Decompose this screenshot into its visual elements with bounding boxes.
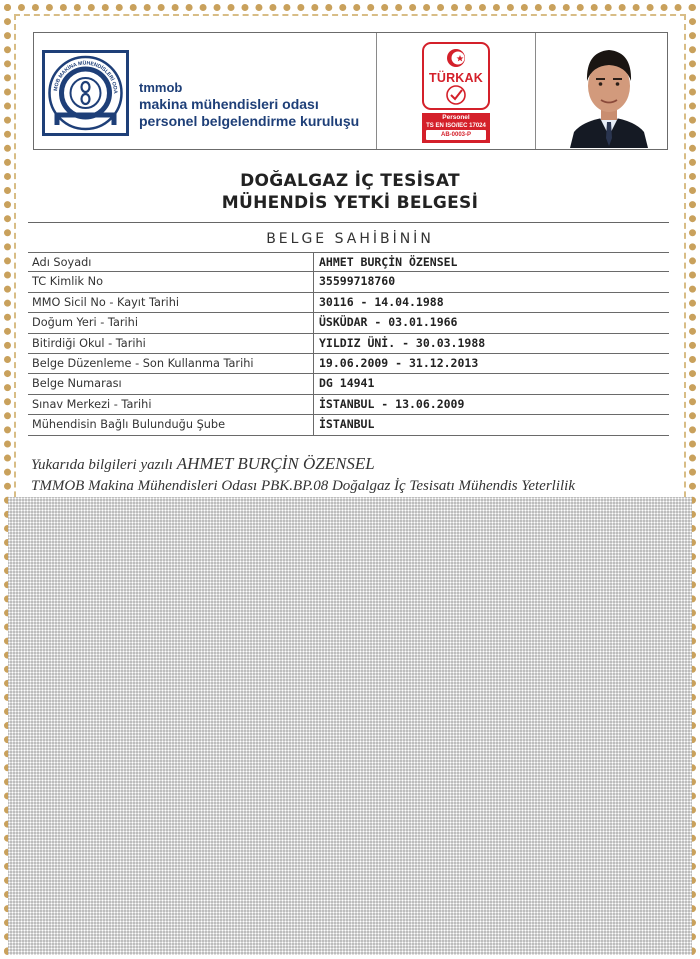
holder-info-table [28, 252, 669, 436]
table-row [28, 272, 669, 292]
turkak-brand: TÜRKAK [429, 71, 483, 85]
certificate-header [33, 32, 668, 150]
field-value: YILDIZ ÜNİ. - 30.03.1988 [319, 335, 486, 350]
column-separator [313, 415, 314, 434]
table-row [28, 354, 669, 374]
title-rule [28, 222, 669, 223]
header-divider-photo [535, 33, 536, 149]
field-value: ÜSKÜDAR - 03.01.1966 [319, 315, 458, 330]
statement-prefix: Yukarıda bilgileri yazılı [31, 457, 173, 473]
field-label: Adı Soyadı [32, 256, 92, 269]
field-label: Sınav Merkezi - Tarihi [32, 397, 152, 411]
field-value: AHMET BURÇİN ÖZENSEL [319, 255, 458, 269]
table-row [28, 293, 669, 313]
table-row [28, 252, 669, 272]
field-label: Belge Düzenleme - Son Kullanma Tarihi [32, 356, 254, 370]
column-separator [313, 334, 314, 353]
column-separator [313, 354, 314, 373]
header-divider [376, 33, 377, 149]
field-label: Mühendisin Bağlı Bulunduğu Şube [32, 418, 226, 432]
mmo-emblem-icon [45, 53, 126, 133]
table-row [28, 313, 669, 333]
field-value: İSTANBUL - 13.06.2009 [319, 396, 465, 411]
field-label: MMO Sicil No - Kayıt Tarihi [32, 295, 179, 309]
organization-name [139, 80, 359, 130]
turkak-badge [422, 42, 490, 110]
column-separator [313, 272, 314, 291]
statement-holder-name: AHMET BURÇİN ÖZENSEL [176, 454, 375, 473]
svg-text:TMMOB MAKİNA MÜHENDİSLERİ ODAS: MOB MAKİNA MÜHENDİSLERİ ODA [53, 60, 119, 94]
field-value: 19.06.2009 - 31.12.2013 [319, 355, 479, 370]
accreditation-standard: TS EN ISO/IEC 17024 [426, 123, 486, 129]
holder-photo [552, 36, 666, 148]
table-row [28, 395, 669, 415]
field-value: 30116 - 14.04.1988 [319, 294, 444, 309]
document-title-line2: MÜHENDİS YETKİ BELGESİ [221, 193, 479, 213]
column-separator [313, 374, 314, 393]
mmo-logo [42, 50, 129, 136]
document-title-line1: DOĞALGAZ İÇ TESİSAT [240, 171, 460, 191]
field-value: İSTANBUL [319, 417, 375, 432]
accreditation-type: Personel [442, 114, 470, 121]
column-separator [313, 293, 314, 312]
obscured-content-area [8, 497, 692, 955]
table-row [28, 334, 669, 354]
field-value: 35599718760 [319, 274, 396, 289]
portrait-image [552, 36, 666, 148]
org-name-line2: personel belgelendirme kuruluşu [139, 113, 360, 129]
table-row [28, 415, 669, 435]
accreditation-strip [422, 113, 490, 143]
field-label: Doğum Yeri - Tarihi [32, 316, 138, 330]
column-separator [313, 313, 314, 332]
statement-line2: TMMOB Makina Mühendisleri Odası PBK.BP.08 Doğalgaz İç Tesisatı Mühendis Yeterlilik [31, 478, 576, 494]
org-short-name: tmmob [139, 80, 183, 95]
org-name-line1: makina mühendisleri odası [139, 96, 319, 112]
column-separator [313, 395, 314, 414]
column-separator [313, 253, 314, 271]
section-heading: BELGE SAHİBİNİN [266, 231, 434, 247]
field-label: Belge Numarası [32, 377, 122, 391]
table-row [28, 374, 669, 394]
field-value: DG 14941 [319, 376, 375, 391]
field-label: Bitirdiği Okul - Tarihi [32, 336, 146, 350]
turkak-accreditation-mark [422, 42, 490, 142]
accreditation-number: AB-0003-P [426, 130, 486, 140]
statement-line1 [31, 453, 671, 476]
field-label: TC Kimlik No [32, 275, 104, 289]
